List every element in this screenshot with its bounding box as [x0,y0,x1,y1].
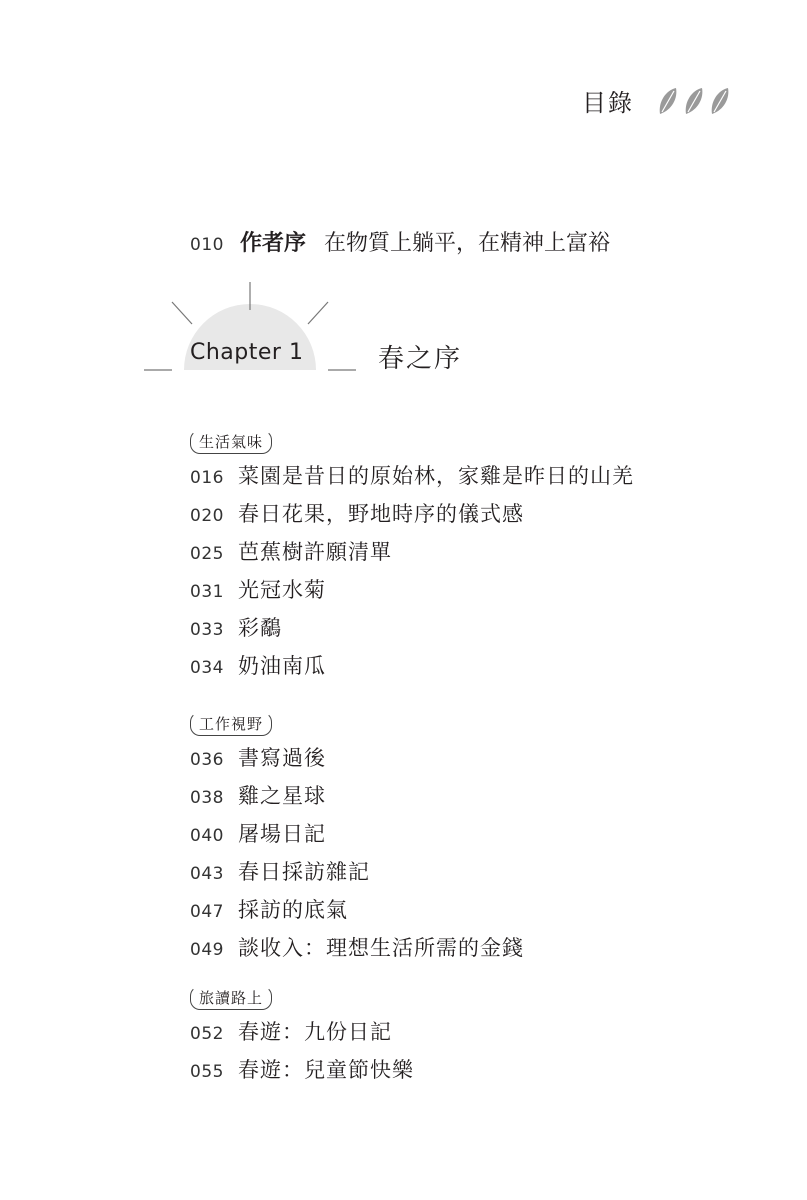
entry-title: 談收入：理想生活所需的金錢 [238,936,524,960]
page-number: 034 [190,658,224,678]
entry-title: 彩鷸 [238,616,282,640]
toc-entry[interactable] [190,498,634,536]
chapter-label: Chapter 1 [190,340,304,365]
section-tag: 旅讀路上 [190,986,272,1010]
entry-title: 春遊：九份日記 [238,1020,392,1044]
toc-entry[interactable] [190,574,634,612]
page-number: 025 [190,544,224,564]
leaf-icon [656,86,736,122]
chapter-title: 春之序 [378,344,463,374]
preface-title: 在物質上躺平，在精神上富裕 [324,231,611,256]
toc-entry[interactable] [190,818,524,856]
section-tag: 生活氣味 [190,430,272,454]
page-number: 049 [190,940,224,960]
toc-entry[interactable] [190,1054,414,1092]
entry-title: 春日花果，野地時序的儀式感 [238,502,524,526]
entry-title: 芭蕉樹許願清單 [238,540,392,564]
toc-section [190,986,414,1092]
section-tag: 工作視野 [190,712,272,736]
preface-entry[interactable] [190,226,610,257]
entry-title: 菜園是昔日的原始林，家雞是昨日的山羌 [238,464,634,488]
entry-title: 奶油南瓜 [238,654,326,678]
page-number: 052 [190,1024,224,1044]
entry-title: 書寫過後 [238,746,326,770]
page-number: 016 [190,468,224,488]
toc-entry[interactable] [190,932,524,970]
entry-title: 光冠水菊 [238,578,326,602]
page-number: 036 [190,750,224,770]
toc-entry[interactable] [190,460,634,498]
toc-entry[interactable] [190,894,524,932]
entry-title: 屠場日記 [238,822,326,846]
preface-label: 作者序 [240,231,307,256]
page-title: 目錄 [582,89,634,117]
entry-title: 雞之星球 [238,784,326,808]
sunrise-icon [140,278,370,382]
toc-entry[interactable] [190,742,524,780]
page-number: 010 [190,235,224,255]
toc-entry[interactable] [190,856,524,894]
page-number: 055 [190,1062,224,1082]
toc-entry[interactable] [190,650,634,688]
toc-entry[interactable] [190,612,634,650]
page-number: 020 [190,506,224,526]
page-number: 038 [190,788,224,808]
toc-entry[interactable] [190,536,634,574]
entry-title: 採訪的底氣 [238,898,348,922]
entry-title: 春日採訪雜記 [238,860,370,884]
page-number: 033 [190,620,224,640]
toc-entry[interactable] [190,780,524,818]
page-number: 040 [190,826,224,846]
page-number: 047 [190,902,224,922]
toc-section [190,430,634,688]
toc-entry[interactable] [190,1016,414,1054]
toc-section [190,712,524,970]
entry-title: 春遊：兒童節快樂 [238,1058,414,1082]
page-number: 043 [190,864,224,884]
page-number: 031 [190,582,224,602]
